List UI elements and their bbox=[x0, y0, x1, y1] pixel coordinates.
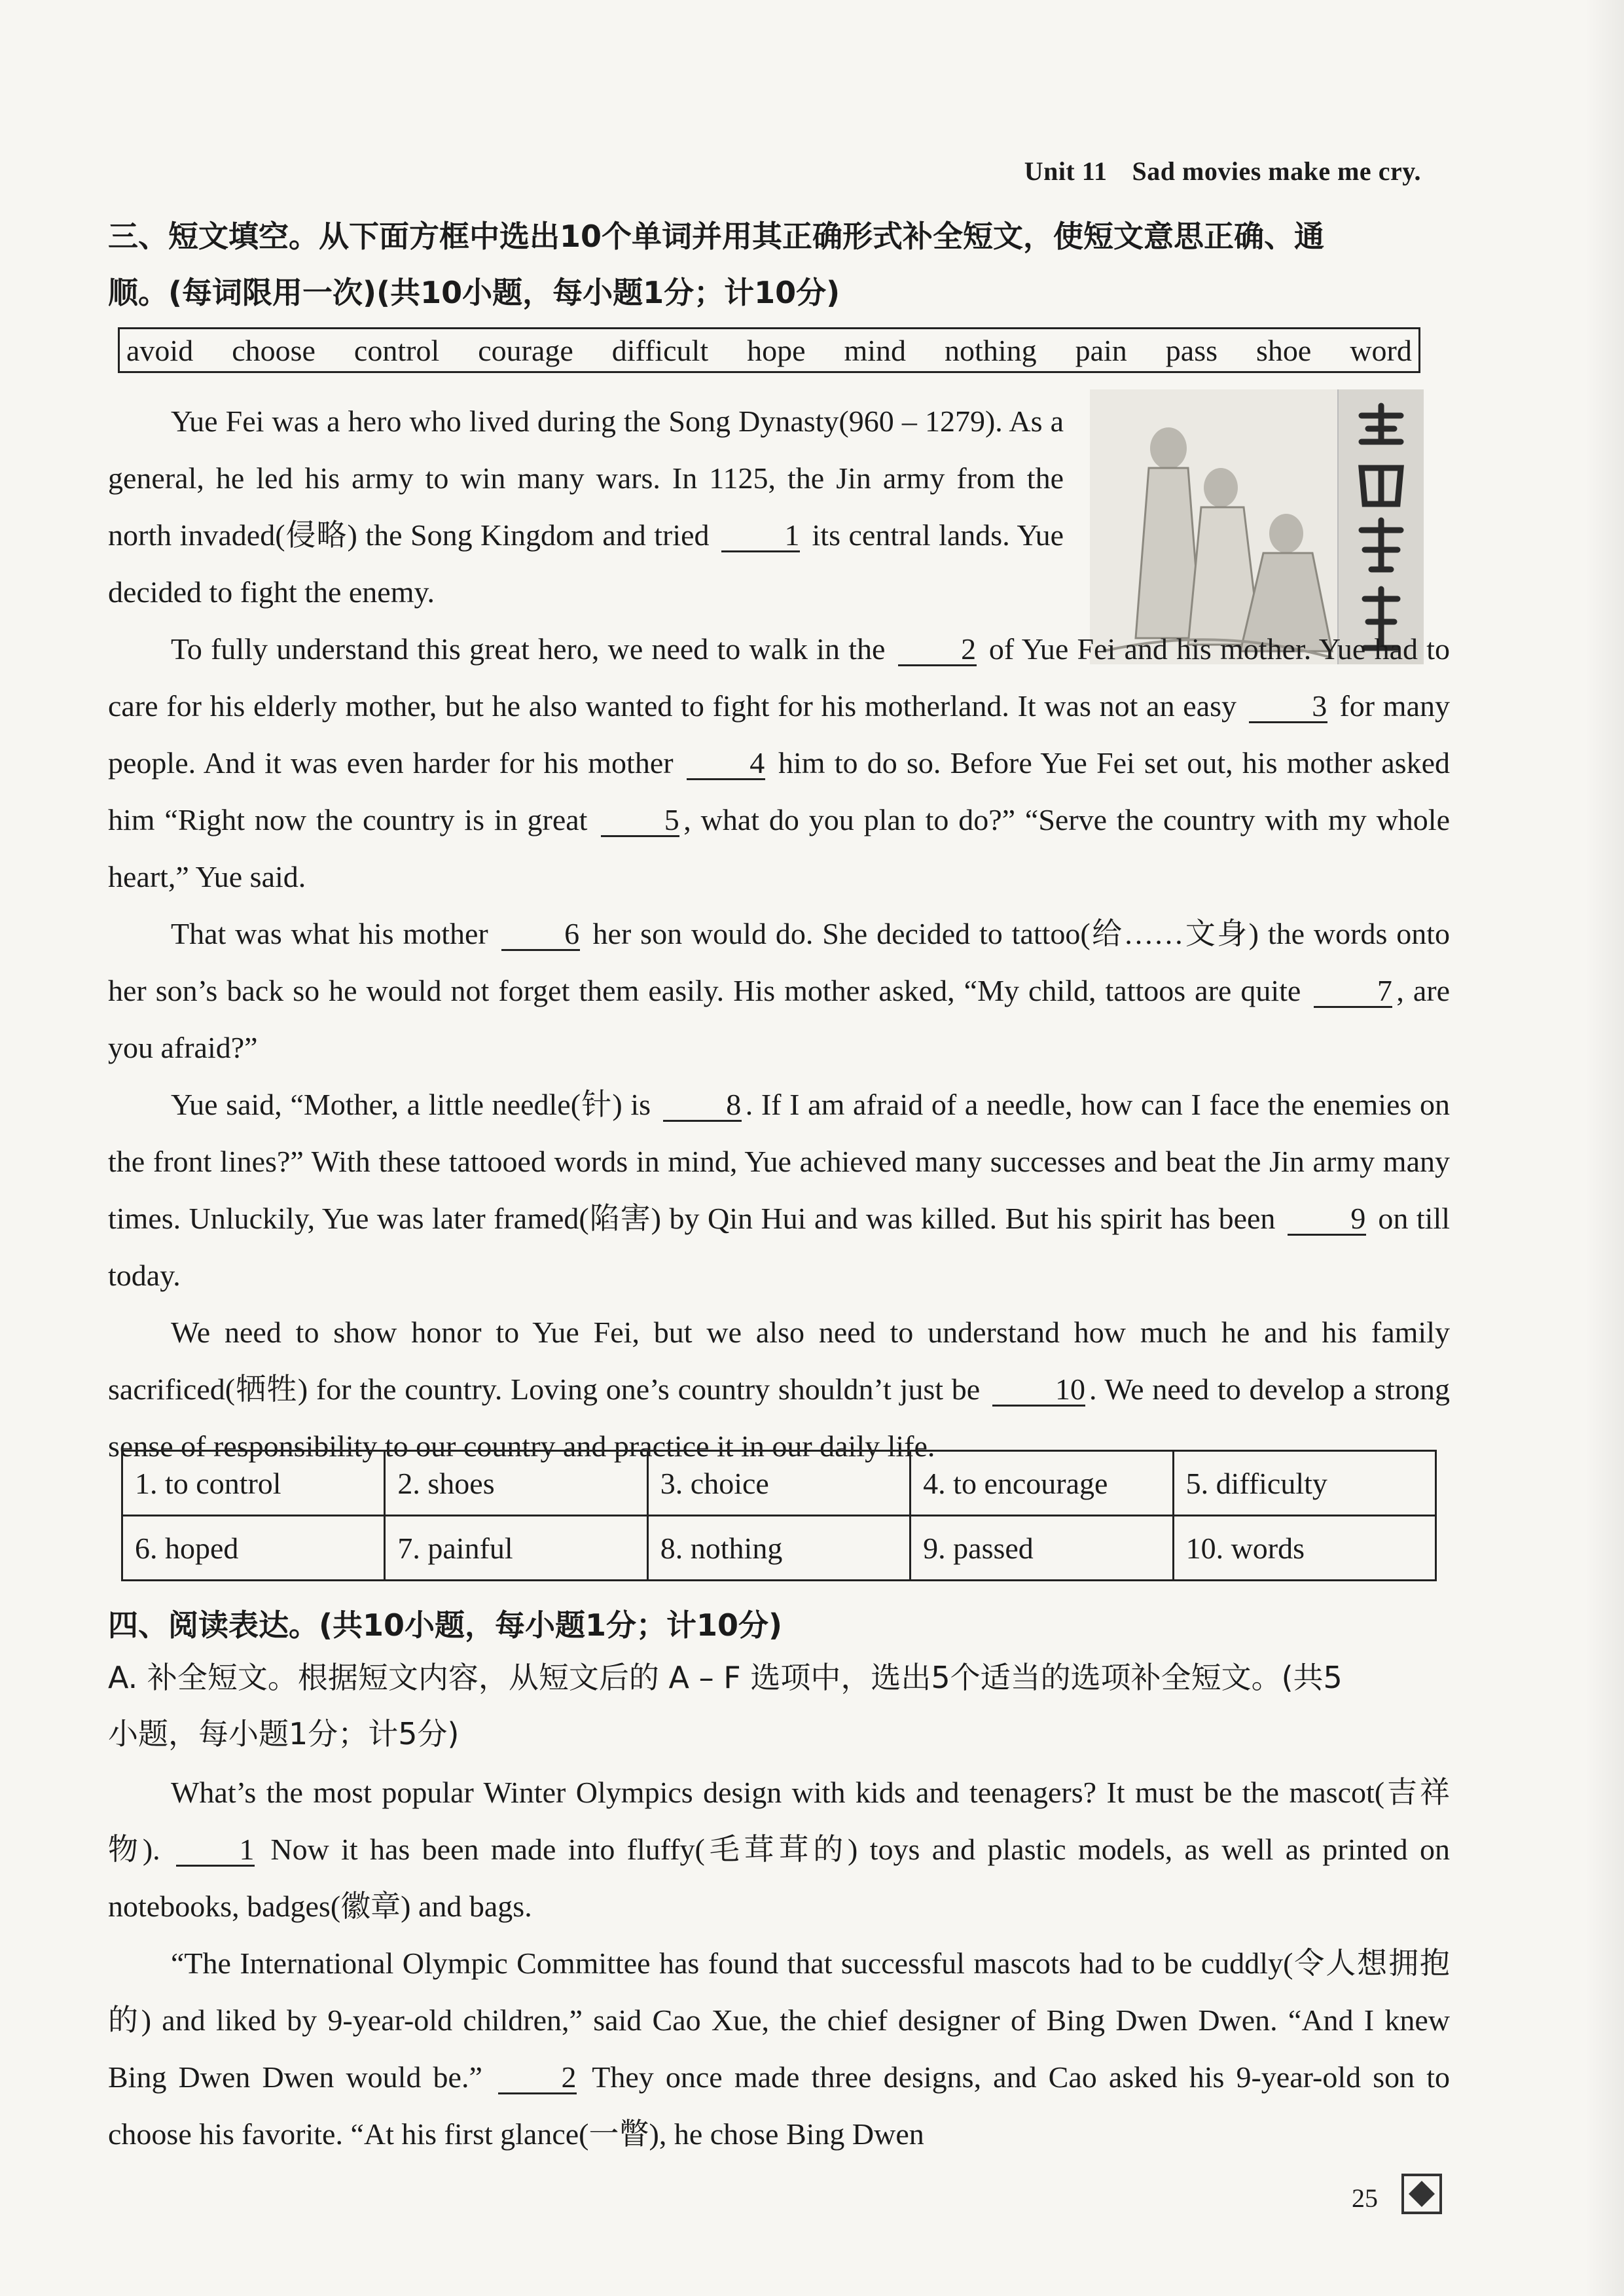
paragraph-text: 1279). As a general, he led his army to win many wars. In 1125, the bbox=[108, 404, 1064, 495]
blank-2: 2 bbox=[498, 2062, 577, 2094]
paragraph-text: him to do so. Before Yue Fei set out, his mother asked him “Right now the country is in great bbox=[108, 746, 1450, 836]
paragraph-text: . If I am afraid of a needle, how can I face the enemies on the front lines?” With these tattooed words in mind, Yue achieved many successes and beat the Jin army many times. Unluckily, Yue was later framed(陷害) by Qin Hui and was killed. But his spirit has been bbox=[108, 1088, 1451, 1235]
paragraph-5 bbox=[108, 1304, 1450, 1475]
paragraph-2 bbox=[108, 1935, 1450, 2162]
blank-1: 1 bbox=[721, 520, 800, 552]
blank-5: 5 bbox=[601, 805, 679, 837]
answer-cell: 6. hoped bbox=[122, 1516, 385, 1581]
paragraph-text: its central lands. Yue decided to fight the enemy. bbox=[108, 518, 1064, 609]
answer-cell: 5. difficulty bbox=[1173, 1451, 1435, 1516]
paragraph-2 bbox=[108, 620, 1450, 905]
section4-sub-line2: 小题，每小题1分；计5分) bbox=[108, 1716, 460, 1751]
paragraph-text: , are you afraid?” bbox=[108, 974, 1450, 1064]
word-bank-item: courage bbox=[478, 333, 573, 367]
paragraph-text: That was what his mother bbox=[171, 917, 488, 950]
section3-heading bbox=[108, 208, 1443, 321]
blank-10: 10 bbox=[992, 1374, 1085, 1407]
answer-cell: 9. passed bbox=[911, 1516, 1173, 1581]
paragraph-text: for many people. And it was even harder for his mother bbox=[108, 689, 1450, 780]
blank-1: 1 bbox=[176, 1835, 255, 1867]
paragraph-3 bbox=[108, 905, 1450, 1076]
paragraph-text: Yue Fei was a hero who lived during the Song Dynasty(960 – bbox=[171, 404, 917, 438]
word-bank-item: shoe bbox=[1256, 333, 1312, 367]
answer-cell: 1. to control bbox=[122, 1451, 385, 1516]
answer-cell: 2. shoes bbox=[385, 1451, 647, 1516]
word-bank-item: choose bbox=[232, 333, 316, 367]
paragraph-text: of Yue Fei and his mother. Yue had to care for his elderly mother, but he also wanted to fight for his motherland. It was not an easy bbox=[108, 632, 1451, 723]
running-header bbox=[1024, 156, 1421, 187]
paragraph-text: , what do you plan to do?” “Serve the country with my whole heart,” Yue said. bbox=[108, 803, 1450, 893]
page-number: 25 bbox=[1352, 2183, 1378, 2213]
word-bank bbox=[118, 327, 1420, 373]
blank-7: 7 bbox=[1314, 976, 1392, 1008]
section4-sub-line1: A. 补全短文。根据短文内容，从短文后的 A – F 选项中，选出5个适当的选项补全短文。(共5 bbox=[108, 1660, 1343, 1695]
answer-cell: 3. choice bbox=[647, 1451, 910, 1516]
page-edge-shadow bbox=[1585, 0, 1624, 2296]
paragraph-text: on till today. bbox=[108, 1202, 1451, 1292]
paragraph-4 bbox=[108, 1076, 1450, 1304]
word-bank-item: pass bbox=[1165, 333, 1218, 367]
word-bank-item: control bbox=[353, 333, 440, 367]
passage-yue-fei bbox=[108, 393, 1450, 1475]
answer-cell: 10. words bbox=[1173, 1516, 1435, 1581]
answer-row bbox=[122, 1451, 1436, 1516]
blank-8: 8 bbox=[663, 1090, 742, 1122]
paragraph-text: Yue said, “Mother, a little needle(针) is bbox=[171, 1088, 651, 1121]
blank-4: 4 bbox=[687, 748, 765, 780]
paragraph-text: “The International Olympic Committee has found that successful mascots had to be cuddly(令人想拥抱的) and liked by 9-year-old children,” said Cao Xue, the chief designer of Bing Dwen Dwen. “And I knew Bing Dwen Dwen would be.” bbox=[108, 1946, 1450, 2094]
word-bank-item: nothing bbox=[945, 333, 1037, 367]
section3-heading-line1: 三、短文填空。从下面方框中选出10个单词并用其正确形式补全短文，使短文意思正确、通 bbox=[108, 219, 1325, 254]
answer-cell: 7. painful bbox=[385, 1516, 647, 1581]
paragraph-text: Jin army from the north invaded(侵略) the Song Kingdom and tried bbox=[108, 461, 1064, 552]
paragraph-1 bbox=[108, 393, 1064, 620]
paragraph-1 bbox=[108, 1764, 1450, 1935]
section3-heading-line2: 顺。(每词限用一次)(共10小题，每小题1分；计10分) bbox=[108, 275, 840, 310]
answer-table bbox=[121, 1450, 1437, 1581]
paragraph-text: To fully understand this great hero, we need to walk in the bbox=[171, 632, 886, 666]
answer-cell: 4. to encourage bbox=[911, 1451, 1173, 1516]
diamond-icon bbox=[1401, 2173, 1443, 2215]
blank-6: 6 bbox=[501, 919, 580, 951]
word-bank-item: avoid bbox=[126, 333, 194, 367]
paragraph-text: . We need to develop a strong sense of responsibility to our country and practice it in our daily life. bbox=[108, 1372, 1451, 1463]
paragraph-text: We need to show honor to Yue Fei, but we also need to understand how much he and his family sacrificed(牺牲) for the country. Loving one’s country shouldn’t just be bbox=[108, 1316, 1450, 1406]
answer-cell: 8. nothing bbox=[647, 1516, 910, 1581]
answer-row bbox=[122, 1516, 1436, 1581]
word-bank-item: mind bbox=[844, 333, 907, 367]
word-bank-item: pain bbox=[1075, 333, 1127, 367]
word-bank-item: word bbox=[1350, 333, 1412, 367]
blank-9: 9 bbox=[1288, 1204, 1366, 1236]
paragraph-text: What’s the most popular Winter Olympics design with kids and teenagers? It must be the mascot(吉祥物). bbox=[108, 1776, 1450, 1866]
paragraph-text: They once made three designs, and Cao asked his 9-year-old son to choose his favorite. “At his first glance(一瞥), he chose Bing Dwen bbox=[108, 2060, 1451, 2151]
passage-mascot bbox=[108, 1764, 1450, 2162]
unit-title: Sad movies make me cry. bbox=[1132, 156, 1421, 186]
unit-label: Unit 11 bbox=[1024, 156, 1108, 186]
word-bank-item: difficult bbox=[611, 333, 709, 367]
section4-heading bbox=[108, 1597, 1443, 1653]
paragraph-text: her son would do. She decided to tattoo(给……文身) the words onto her son’s back so he would not forget them easily. His mother asked, “My child, tattoos are quite bbox=[108, 917, 1451, 1007]
paragraph-text: Now it has been made into fluffy(毛茸茸的) toys and plastic models, as well as printed on notebooks, badges(徽章) and bags. bbox=[108, 1833, 1451, 1923]
section4-heading-title: 四、阅读表达。(共10小题，每小题1分；计10分) bbox=[108, 1607, 783, 1643]
blank-3: 3 bbox=[1249, 691, 1327, 723]
word-bank-item: hope bbox=[747, 333, 806, 367]
blank-2: 2 bbox=[898, 634, 977, 666]
section4-subheading bbox=[108, 1649, 1443, 1762]
